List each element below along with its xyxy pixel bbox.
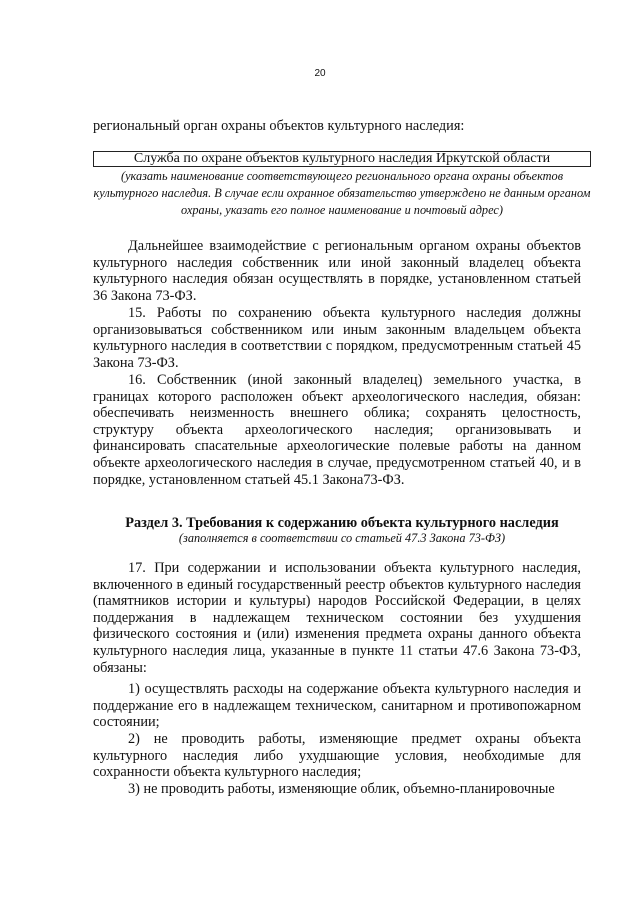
paragraph-17: 17. При содержании и использовании объекта культурного наследия, включенного в единый государственный реестр объектов культурного наследия (памятников истории и культуры) народов Российской Федерации, в целях поддержания в надлежащем техническом состоянии без ухудшения физического состояния и (или) изменения предмета охраны данного объекта культурного наследия лица, указанные в пункте 11 статьи 47.6 Закона 73-ФЗ, обязаны: <box>93 560 581 676</box>
list-item-3: 3) не проводить работы, изменяющие облик, объемно-планировочные <box>128 781 555 797</box>
authority-note: (указать наименование соответствующего регионального органа охраны объектов культурного наследия. В случае если охранное обязательство утверждено не данным органом охраны, указать его полное наименование и почтовый адрес) <box>93 169 591 217</box>
list-item-2: 2) не проводить работы, изменяющие предмет охраны объекта культурного наследия либо ухудшающие условия, необходимые для сохранности объекта культурного наследия; <box>93 731 581 781</box>
paragraph-16: 16. Собственник (иной законный владелец) земельного участка, в границах которого расположен объект археологического наследия, обязан: обеспечивать неизменность внешнего облика; сохранять целостность, структуру объекта археологического наследия; организовывать и финансировать спасательные археологические полевые работы на данном объекте археологического наследия в случае, предусмотренном статьей 40, и в порядке, установленном статьей 45.1 Закона73-ФЗ. <box>93 372 581 488</box>
page-number: 20 <box>314 68 326 79</box>
section-3-subtitle: (заполняется в соответствии со статьей 47.3 Закона 73-ФЗ) <box>178 531 506 545</box>
paragraph-15: 15. Работы по сохранению объекта культурного наследия должны организовываться собственником или иным законным владельцем объекта культурного наследия в соответствии с порядком, предусмотренным статьей 45 Закона 73-ФЗ. <box>93 305 581 371</box>
list-item-1: 1) осуществлять расходы на содержание объекта культурного наследия и поддержание его в надлежащем техническом, санитарном и противопожарном состоянии; <box>93 681 581 731</box>
authority-name-box: Служба по охране объектов культурного наследия Иркутской области <box>93 151 591 167</box>
intro-line: региональный орган охраны объектов культурного наследия: <box>93 118 465 134</box>
section-3-title: Раздел 3. Требования к содержанию объекта культурного наследия <box>125 515 559 531</box>
paragraph-interaction: Дальнейшее взаимодействие с региональным органом охраны объектов культурного наследия собственник или иной законный владелец объекта культурного наследия обязан осуществлять в порядке, установленном статьей 36 Закона 73-ФЗ. <box>93 238 581 304</box>
